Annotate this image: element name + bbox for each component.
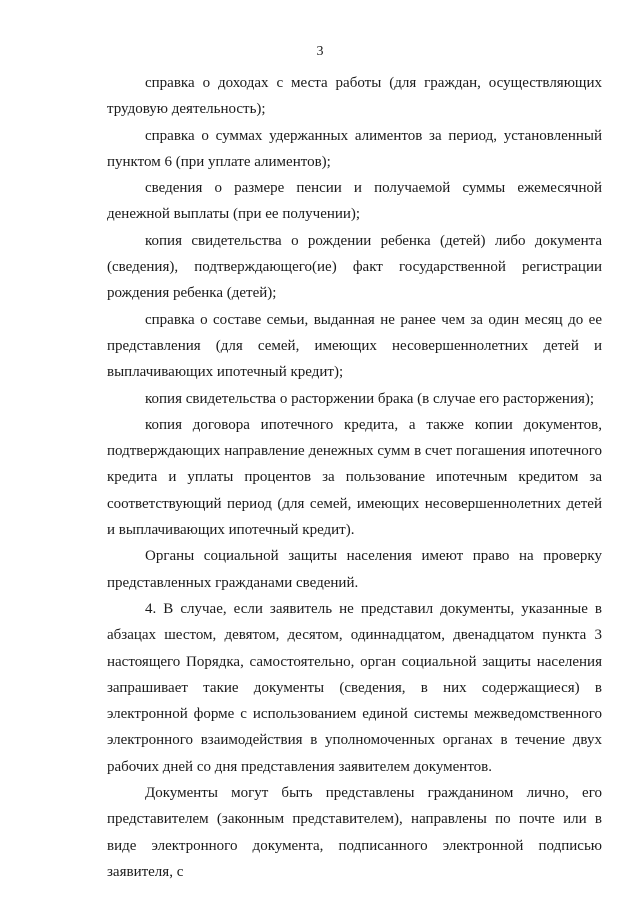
page-number: 3 <box>316 44 324 59</box>
paragraph-mortgage-contract: копия договора ипотечного кредита, а также копии документов, подтверждающих направление денежных сумм в счет погашения ипотечного кредита и уплаты процентов за пользование ипотечным кредитом за соответствующий период (для семей, имеющих несовершеннолетних детей и выплачивающих ипотечный кредит). <box>107 416 602 539</box>
paragraph-birth-certificate: копия свидетельства о рождении ребенка (детей) либо документа (сведения), подтверждающего(ие) факт государственной регистрации рождения ребенка (детей); <box>107 232 602 302</box>
paragraph-income-certificate: справка о доходах с места работы (для граждан, осуществляющих трудовую деятельность); <box>107 75 602 118</box>
paragraph-divorce-certificate: копия свидетельства о расторжении брака (в случае его расторжения); <box>145 390 595 407</box>
paragraph-pension-info: сведения о размере пенсии и получаемой суммы ежемесячной денежной выплаты (при ее получении); <box>107 180 602 223</box>
paragraph-family-composition: справка о составе семьи, выданная не ранее чем за один месяц до ее представления (для семей, имеющих несовершеннолетних детей и выплачивающих ипотечный кредит); <box>107 311 602 381</box>
paragraph-alimony-certificate: справка о суммах удержанных алиментов за период, установленный пунктом 6 (при уплате алиментов); <box>107 127 602 170</box>
document-body <box>107 70 602 885</box>
paragraph-section-4: 4. В случае, если заявитель не представил документы, указанные в абзацах шестом, девятом, десятом, одиннадцатом, двенадцатом пункта 3 настоящего Порядка, самостоятельно, орган социальной защиты населения запрашивает такие документы (сведения, в них содержащиеся) в электронной форме с использованием единой системы межведомственного электронного взаимодействия в уполномоченных органах в течение двух рабочих дней со дня представления заявителем документов. <box>107 600 602 775</box>
paragraph-verification-right: Органы социальной защиты населения имеют право на проверку представленных гражданами сведений. <box>107 548 602 591</box>
paragraph-submission-methods: Документы могут быть представлены гражданином лично, его представителем (законным представителем), направлены по почте или в виде электронного документа, подписанного электронной подписью заявителя, с <box>107 785 602 880</box>
